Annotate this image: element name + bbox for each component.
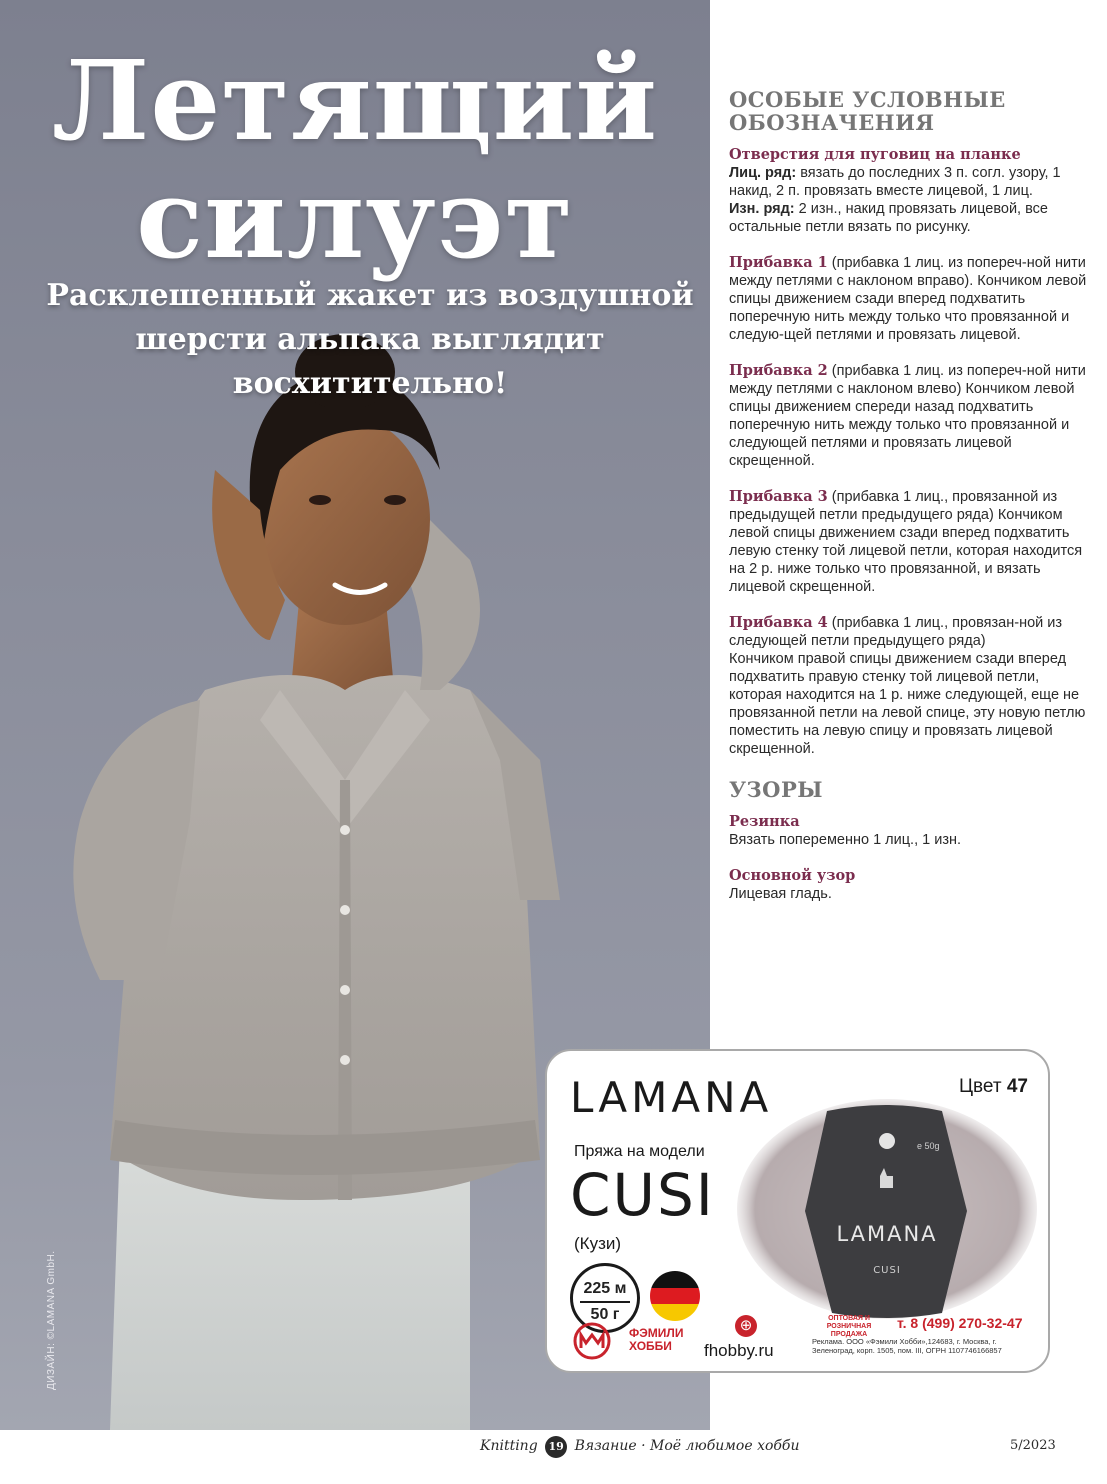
patterns-heading: УЗОРЫ xyxy=(729,777,824,802)
inc4-text-2: Кончиком правой спицы движением сзади вперед подхватить правую стенку той лицевой петли, которая находится на 1 р. ниже следующей, еще не провязанной петли на левой спице, эту новую петлю поместить на левую спицу и провязать лицевой скрещенной. xyxy=(729,651,1086,757)
inc3-text: (прибавка 1 лиц., провязанной из предыдущей петли предыдущего ряда) Кончиком левой спицы движением сзади вперед подхватить левую стенку той лицевой петли, которая находится на 2 р. ниже только что провязанной, и вязать лицевой скрещенной. xyxy=(729,489,1083,595)
brand-logo: LAMANA xyxy=(570,1073,773,1122)
inc3-entry xyxy=(729,488,1089,596)
rib-text: Вязать попеременно 1 лиц., 1 изн. xyxy=(729,832,961,848)
title-line-2: силуэт xyxy=(136,154,574,283)
color-label-text: Цвет xyxy=(959,1076,1002,1097)
yarn-weight: 50 г xyxy=(590,1306,620,1323)
rib-title: Резинка xyxy=(729,813,800,830)
globe-icon: ⊕ xyxy=(735,1315,757,1337)
instructions-column xyxy=(729,88,1089,903)
yarn-label: Пряжа на модели xyxy=(574,1143,705,1160)
title-line-1: Летящий xyxy=(52,36,658,165)
inc3-title: Прибавка 3 xyxy=(729,488,828,505)
yarn-ad-card xyxy=(545,1049,1050,1373)
yarn-name: CUSI xyxy=(570,1161,715,1229)
page-footer xyxy=(0,1430,1107,1484)
shop-name xyxy=(629,1327,683,1353)
rib-entry xyxy=(729,813,1089,849)
ad-legal-text: Реклама. ООО «Фэмили Хобби»,124683, г. Москва, г. Зеленоград, корп. 1505, пом. III, ОГРН 1107746166857 xyxy=(812,1337,1002,1355)
yarn-name-ru: (Кузи) xyxy=(574,1234,622,1253)
skein-brand: LAMANA xyxy=(836,1222,938,1246)
shop-name-line-1: ФЭМИЛИ xyxy=(629,1326,684,1340)
magazine-name: Knitting xyxy=(480,1438,538,1454)
phone-number[interactable]: т. 8 (499) 270-32-47 xyxy=(897,1315,1023,1331)
rs-row-text: вязать до последних 3 п. согл. узору, 1 накид, 2 п. провязать вместе лицевой, 1 лиц. xyxy=(729,165,1061,199)
buttonholes-rs-row xyxy=(729,164,1089,200)
spec-divider xyxy=(580,1301,630,1303)
buttonholes-entry xyxy=(729,146,1089,236)
ws-row-text: 2 изн., накид провязать лицевой, все остальные петли вязать по рисунку. xyxy=(729,201,1048,235)
main-pattern-text: Лицевая гладь. xyxy=(729,886,832,902)
magazine-footer xyxy=(480,1436,800,1458)
article-subtitle: Расклешенный жакет из воздушной шерсти альпака выглядит восхитительно! xyxy=(46,278,694,401)
sales-label: ОПТОВАЯ И РОЗНИЧНАЯ ПРОДАЖА xyxy=(826,1315,872,1338)
website-link[interactable]: fhobby.ru xyxy=(704,1341,774,1360)
inc4-entry xyxy=(729,614,1089,758)
page-number: 19 xyxy=(545,1436,567,1458)
inc1-entry xyxy=(729,254,1089,344)
main-pattern-title: Основной узор xyxy=(729,867,856,884)
yarn-skein-image xyxy=(737,1091,1037,1321)
buttonholes-ws-row xyxy=(729,200,1089,236)
yarn-length: 225 м xyxy=(583,1280,627,1297)
ws-row-label: Изн. ряд: xyxy=(729,201,795,217)
color-number: 47 xyxy=(1006,1076,1028,1097)
design-credit: ДИЗАЙН: ©LAMANA GmbH. xyxy=(46,1250,57,1390)
skein-name: CUSI xyxy=(873,1265,901,1276)
inc2-entry xyxy=(729,362,1089,470)
skein-weight-label: e 50g xyxy=(917,1141,940,1151)
inc1-text: (прибавка 1 лиц. из попереч-ной нити между петлями с наклоном вправо). Кончиком левой спицы движением сзади вперед подхватить поперечную нить между только что провязанной и следую-щей петлями и провязать лицевой. xyxy=(729,255,1087,343)
magazine-tagline: Вязание · Моё любимое хобби xyxy=(574,1438,800,1454)
rs-row-label: Лиц. ряд: xyxy=(729,165,797,181)
inc4-title: Прибавка 4 xyxy=(729,614,828,631)
inc2-text: (прибавка 1 лиц. из попереч-ной нити между петлями с наклоном влево) Кончиком левой спицы движением спереди назад подхватить поперечную нить между только что провязанной и следующей петлями и провязать лицевой скрещенной. xyxy=(729,363,1086,469)
inc1-title: Прибавка 1 xyxy=(729,254,828,271)
article-title xyxy=(0,36,710,283)
shop-name-line-2: ХОББИ xyxy=(629,1339,672,1353)
main-pattern-entry xyxy=(729,867,1089,903)
inc4-text-1: (прибавка 1 лиц., провязан-ной из следующей петли предыдущего ряда) xyxy=(729,615,1063,649)
inc2-title: Прибавка 2 xyxy=(729,362,828,379)
shop-logo-icon xyxy=(572,1321,624,1361)
special-symbols-heading: ОСОБЫЕ УСЛОВНЫЕ ОБОЗНАЧЕНИЯ xyxy=(729,87,1006,135)
buttonholes-title: Отверстия для пуговиц на планке xyxy=(729,146,1021,163)
ad-footer xyxy=(547,1311,1050,1373)
issue-number: 5/2023 xyxy=(1010,1438,1056,1453)
